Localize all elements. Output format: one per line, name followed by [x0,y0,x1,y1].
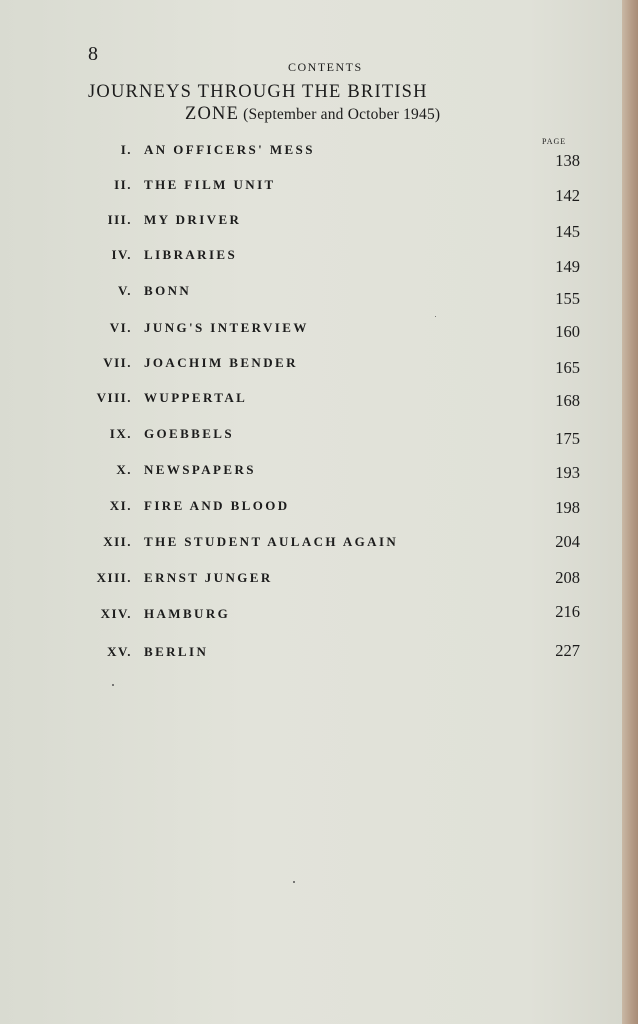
chapter-title: LIBRARIES [144,247,238,262]
chapter-title: GOEBBELS [144,426,235,441]
chapter-page: 155 [555,289,580,308]
toc-entry [0,390,622,412]
section-title-zone: ZONE [185,104,240,124]
chapter-title: JOACHIM BENDER [144,355,298,370]
chapter-numeral: XIV. [100,606,132,621]
section-date: (September and October 1945) [243,106,441,123]
chapter-page: 198 [555,498,580,517]
toc-entry [0,641,622,666]
chapter-page: 138 [555,151,580,170]
chapter-title: HAMBURG [144,606,231,621]
chapter-page: 142 [555,186,580,205]
chapter-title: BERLIN [144,644,209,659]
toc-entry [0,177,622,205]
chapter-numeral: VII. [103,355,132,370]
chapter-title: JUNG'S INTERVIEW [144,320,309,335]
chapter-numeral: II. [114,177,132,192]
chapter-numeral: I. [120,142,132,157]
chapter-numeral: X. [116,462,132,477]
chapter-page: 145 [555,222,580,241]
toc-entry [0,498,622,520]
chapter-numeral: III. [107,212,132,227]
chapter-page: 204 [555,532,580,551]
chapter-numeral: V. [118,283,132,298]
chapter-numeral: XII. [103,534,132,549]
chapter-page: 208 [555,568,580,587]
paper-speck [435,316,436,317]
toc-entry [0,247,622,276]
chapter-title: THE FILM UNIT [144,177,276,192]
chapter-numeral: XV. [107,644,132,659]
chapter-numeral: VIII. [96,390,132,405]
chapter-title: NEWSPAPERS [144,462,256,477]
chapter-title: THE STUDENT AULACH AGAIN [144,534,399,549]
page-column-label: PAGE [542,137,567,146]
chapter-page: 149 [555,257,580,276]
chapter-title: FIRE AND BLOOD [144,498,290,513]
toc-entry [0,534,622,556]
chapter-numeral: IX. [109,426,132,441]
chapter-numeral: IV. [111,247,132,262]
toc-entry [0,142,622,170]
page-edge-shadow [622,0,638,1024]
chapter-page: 216 [555,602,580,621]
toc-entry [0,426,622,448]
toc-entry [0,355,622,377]
running-head: CONTENTS [288,60,363,74]
chapter-title: MY DRIVER [144,212,242,227]
chapter-page: 165 [555,358,580,377]
section-title-line1: JOURNEYS THROUGH THE BRITISH [88,82,428,102]
chapter-title: BONN [144,283,192,298]
chapter-page: 175 [555,429,580,448]
chapter-page: 193 [555,463,580,482]
chapter-page: 160 [555,322,580,341]
paper-speck [112,684,114,686]
toc-entry [0,602,622,628]
toc-entry [0,570,622,592]
chapter-numeral: XI. [109,498,132,513]
chapter-title: ERNST JUNGER [144,570,273,585]
toc-entry [0,283,622,308]
chapter-page: 227 [555,641,580,660]
chapter-numeral: XIII. [96,570,132,585]
chapter-title: AN OFFICERS' MESS [144,142,315,157]
section-title-line2 [185,104,440,125]
page-number: 8 [88,43,98,65]
chapter-numeral: VI. [109,320,132,335]
toc-entry [0,212,622,241]
chapter-title: WUPPERTAL [144,390,248,405]
toc-entry [0,462,622,484]
chapter-page: 168 [555,391,580,410]
paper-speck [293,881,295,883]
toc-entry [0,320,622,342]
